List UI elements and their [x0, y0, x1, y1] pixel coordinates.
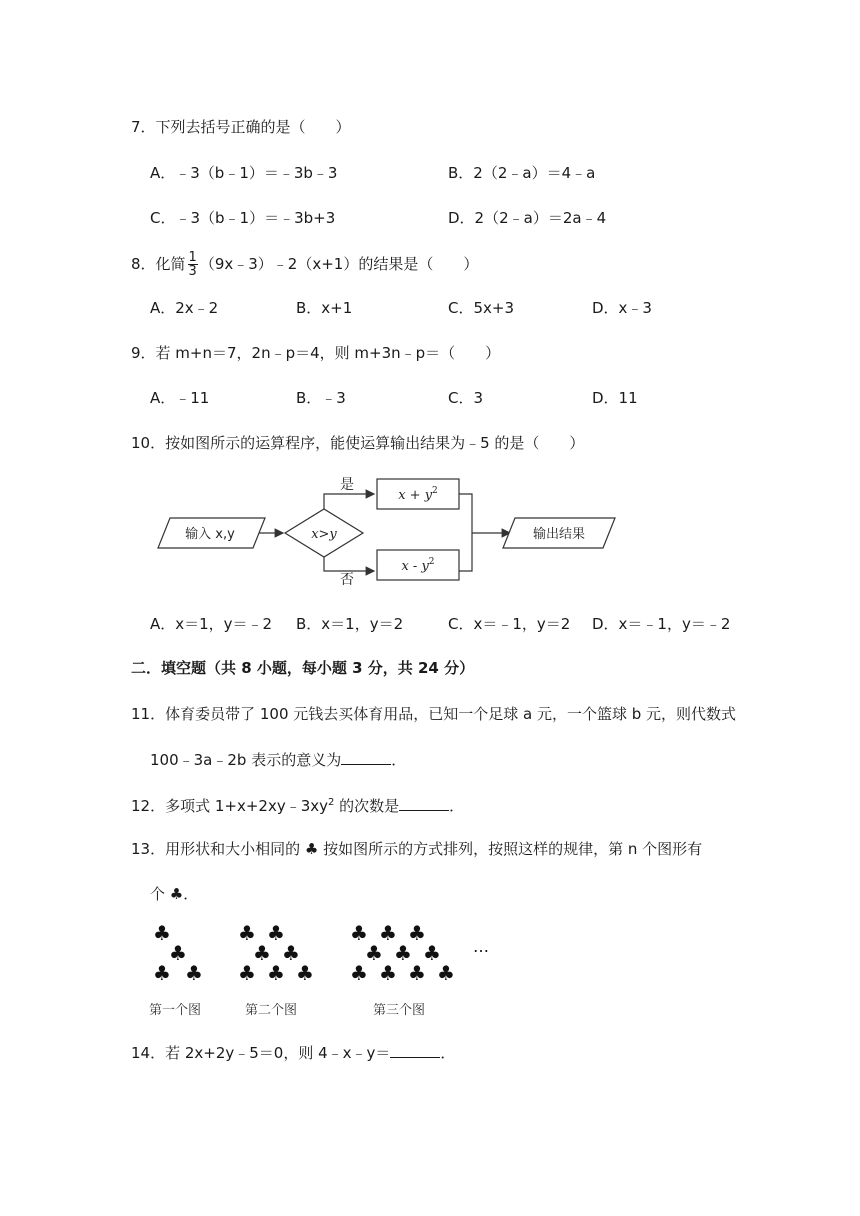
- q12-stem: [131, 793, 464, 816]
- q7-option-c: C．﹣3（b﹣1）＝﹣3b+3: [150, 209, 336, 227]
- q11-end: ．: [391, 751, 407, 769]
- club-icon: ♣: [238, 961, 256, 985]
- club-icon: ♣: [296, 961, 314, 985]
- flow-no-exp: 2: [428, 557, 435, 567]
- q8-option-b: B．x+1: [296, 299, 353, 317]
- q13-line1: 13．用形状和大小相同的 ♣ 按如图所示的方式排列，按照这样的规律，第 n 个图形有: [131, 840, 703, 858]
- q12-text: 12．多项式 1+x+2xy﹣3xy: [131, 797, 329, 815]
- q9-option-d: D．11: [592, 389, 638, 407]
- club-icon: ♣: [185, 961, 203, 985]
- q7-option-b: B．2（2﹣a）＝4﹣a: [448, 164, 596, 182]
- caption-figure-3: 第三个图: [373, 1003, 426, 1018]
- q10-option-d: D．x＝﹣1，y＝﹣2: [592, 615, 731, 633]
- flow-yes-expr-main: x + y: [398, 488, 433, 503]
- section-2-heading: 二．填空题（共 8 小题，每小题 3 分，共 24 分）: [131, 659, 475, 677]
- q11-text: 100﹣3a﹣2b 表示的意义为: [150, 751, 342, 769]
- club-icon: ♣: [350, 921, 368, 945]
- q8-option-d: D．x﹣3: [592, 299, 652, 317]
- q12-end: ．: [449, 797, 465, 815]
- q12-tail: 的次数是: [334, 797, 400, 815]
- q8-option-c: C．5x+3: [448, 299, 515, 317]
- q9-option-c: C．3: [448, 389, 484, 407]
- q8-prefix: 8．化简: [131, 255, 186, 273]
- q7-stem: 7．下列去括号正确的是（ ）: [131, 118, 351, 136]
- club-icon: ♣: [408, 921, 426, 945]
- q9-option-b: B．﹣3: [296, 389, 346, 407]
- q9-stem: 9．若 m+n＝7，2n﹣p＝4，则 m+3n﹣p＝（ ）: [131, 344, 501, 362]
- flow-yes-expr: [398, 486, 438, 503]
- q14-stem: [131, 1043, 455, 1063]
- q7-option-a: A．﹣3（b﹣1）＝﹣3b﹣3: [150, 164, 338, 182]
- club-icon: ♣: [253, 941, 271, 965]
- club-icon: ♣: [394, 941, 412, 965]
- q13-line2: 个 ♣．: [150, 885, 199, 903]
- q8-stem: [131, 251, 478, 278]
- club-icon: ♣: [437, 961, 455, 985]
- q10-option-c: C．x＝﹣1，y＝2: [448, 615, 571, 633]
- q9-option-a: A．﹣11: [150, 389, 210, 407]
- club-icon: ♣: [267, 961, 285, 985]
- q11-line1: 11．体育委员带了 100 元钱去买体育用品，已知一个足球 a 元，一个篮球 b 元，则代数式: [131, 705, 737, 723]
- club-icon: ♣: [267, 921, 285, 945]
- flow-yes-label: 是: [340, 477, 354, 493]
- club-icon: ♣: [365, 941, 383, 965]
- club-icon: ♣: [350, 961, 368, 985]
- q8-option-a: A．2x﹣2: [150, 299, 219, 317]
- flow-no-expr-main: x - y: [401, 559, 429, 574]
- flow-output-label: 输出结果: [532, 527, 586, 542]
- club-icon: ♣: [379, 921, 397, 945]
- q8-fraction: [188, 251, 198, 278]
- q12-answer-blank: [399, 796, 449, 811]
- q10-flowchart: [150, 474, 620, 586]
- q10-option-a: A．x＝1，y＝﹣2: [150, 615, 273, 633]
- club-icon: ♣: [238, 921, 256, 945]
- flow-yes-exp: 2: [432, 486, 438, 496]
- club-icon: ♣: [153, 921, 171, 945]
- q8-frac-num: 1: [188, 250, 197, 265]
- q11-answer-blank: [341, 750, 391, 765]
- q14-text: 14．若 2x+2y﹣5＝0，则 4﹣x﹣y＝: [131, 1044, 391, 1062]
- q13-pattern-figure: [145, 920, 495, 1022]
- club-icon: ♣: [423, 941, 441, 965]
- q12-exp: 2: [328, 797, 335, 808]
- q7-option-d: D．2（2﹣a）＝2a﹣4: [448, 209, 607, 227]
- pattern-ellipsis: …: [473, 937, 489, 956]
- q14-answer-blank: [390, 1043, 440, 1058]
- q11-line2: [150, 750, 406, 770]
- q8-frac-den: 3: [188, 264, 197, 279]
- club-icon: ♣: [282, 941, 300, 965]
- club-icon: ♣: [169, 941, 187, 965]
- flow-no-label: 否: [340, 572, 354, 586]
- caption-figure-1: 第一个图: [149, 1003, 202, 1018]
- flow-input-label: 输入 x,y: [185, 527, 235, 542]
- q8-suffix: （9x﹣3）﹣2（x+1）的结果是（ ）: [199, 255, 479, 273]
- club-icon: ♣: [153, 961, 171, 985]
- q10-option-b: B．x＝1，y＝2: [296, 615, 404, 633]
- q14-end: ．: [440, 1044, 456, 1062]
- q10-stem: 10．按如图所示的运算程序，能使运算输出结果为﹣5 的是（ ）: [131, 434, 585, 452]
- flow-decision-label: x>y: [311, 527, 337, 542]
- club-icon: ♣: [408, 961, 426, 985]
- club-icon: ♣: [379, 961, 397, 985]
- caption-figure-2: 第二个图: [245, 1003, 298, 1018]
